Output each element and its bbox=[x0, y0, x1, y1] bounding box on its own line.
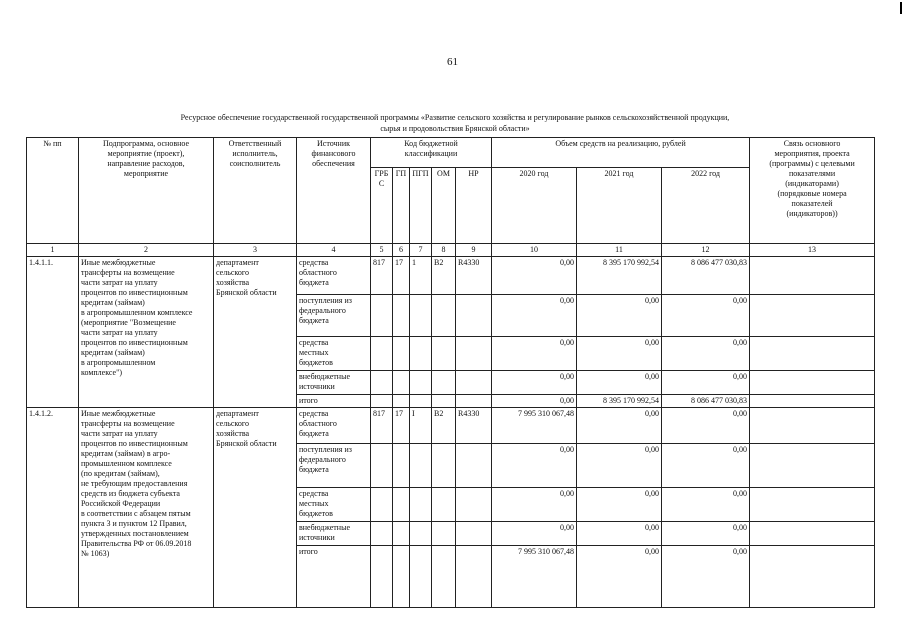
row-grbs: 817 bbox=[371, 257, 393, 295]
value-2022: 8 086 477 030,83 bbox=[662, 395, 750, 408]
row-link bbox=[750, 444, 875, 488]
header-grbs: ГРБ С bbox=[371, 168, 393, 244]
value-2020: 0,00 bbox=[492, 444, 577, 488]
row-gp: 17 bbox=[393, 408, 410, 444]
column-number-row bbox=[27, 244, 875, 257]
value-2021: 0,00 bbox=[577, 295, 662, 337]
value-2021: 8 395 170 992,54 bbox=[577, 395, 662, 408]
value-2020: 0,00 bbox=[492, 488, 577, 522]
col-number: 2 bbox=[79, 244, 214, 257]
row-source: средства областного бюджета bbox=[297, 408, 371, 444]
col-number: 5 bbox=[371, 244, 393, 257]
col-number: 1 bbox=[27, 244, 79, 257]
header-subprogram: Подпрограмма, основное мероприятие (проект), направление расходов, мероприятие bbox=[79, 138, 214, 244]
value-2021: 0,00 bbox=[577, 488, 662, 522]
row-link bbox=[750, 546, 875, 608]
row-responsible: департамент сельского хозяйства Брянской области bbox=[214, 257, 297, 408]
header-2021: 2021 год bbox=[577, 168, 662, 244]
row-link bbox=[750, 295, 875, 337]
header-responsible: Ответственный исполнитель, соисполнитель bbox=[214, 138, 297, 244]
scan-edge-mark bbox=[900, 2, 902, 14]
value-2020: 0,00 bbox=[492, 257, 577, 295]
row-source: средства местных бюджетов bbox=[297, 337, 371, 371]
col-number: 12 bbox=[662, 244, 750, 257]
row-source: внебюджетные источники bbox=[297, 522, 371, 546]
value-2020: 7 995 310 067,48 bbox=[492, 546, 577, 608]
row-source: средства областного бюджета bbox=[297, 257, 371, 295]
col-number: 8 bbox=[432, 244, 456, 257]
header-budget-code: Код бюджетной классификации bbox=[371, 138, 492, 168]
row-link bbox=[750, 488, 875, 522]
row-grbs: 817 bbox=[371, 408, 393, 444]
col-number: 4 bbox=[297, 244, 371, 257]
header-2020: 2020 год bbox=[492, 168, 577, 244]
row-name: Иные межбюджетные трансферты на возмещение части затрат на уплату процентов по инвестиционным кредитам (займам) в агропромышленном комплексе (мероприятие "Возмещение части затрат на уплату процентов по инвестиционным кредитам (займам) в агропромышленном комплексе") bbox=[79, 257, 214, 408]
value-2022: 0,00 bbox=[662, 408, 750, 444]
header-num: № пп bbox=[27, 138, 79, 244]
row-link bbox=[750, 395, 875, 408]
page-number: 61 bbox=[447, 56, 458, 68]
row-name: Иные межбюджетные трансферты на возмещение части затрат на уплату процентов по инвестиционным кредитам (займам) в агро- промышленном комплексе (по кредитам (займам), не требующим предоставления средств из бюджета субъекта Российской Федерации в соответствии с абзацем пятым пункта 3 и пунктом 12 Правил, утвержденных постановлением Правительства РФ от 06.09.2018 № 1063) bbox=[79, 408, 214, 608]
value-2021: 0,00 bbox=[577, 371, 662, 395]
row-nr: R4330 bbox=[456, 408, 492, 444]
document-title bbox=[110, 112, 800, 134]
row-source: средства местных бюджетов bbox=[297, 488, 371, 522]
col-number: 6 bbox=[393, 244, 410, 257]
table-row bbox=[27, 408, 875, 444]
value-2021: 0,00 bbox=[577, 408, 662, 444]
value-2022: 0,00 bbox=[662, 546, 750, 608]
row-link bbox=[750, 522, 875, 546]
value-2021: 0,00 bbox=[577, 546, 662, 608]
col-number: 9 bbox=[456, 244, 492, 257]
header-gp: ГП bbox=[393, 168, 410, 244]
value-2020: 0,00 bbox=[492, 295, 577, 337]
col-number: 11 bbox=[577, 244, 662, 257]
value-2020: 0,00 bbox=[492, 371, 577, 395]
row-link bbox=[750, 371, 875, 395]
col-number: 10 bbox=[492, 244, 577, 257]
row-pgp: I bbox=[410, 408, 432, 444]
title-line-1: Ресурсное обеспечение государственной государственной программы «Развитие сельского хозяйства и регулирование рынков сельскохозяйственной продукции, bbox=[180, 113, 730, 122]
row-source: внебюджетные источники bbox=[297, 371, 371, 395]
row-source: итого bbox=[297, 395, 371, 408]
row-source: поступления из федерального бюджета bbox=[297, 295, 371, 337]
value-2020: 0,00 bbox=[492, 522, 577, 546]
header-sources: Источник финансового обеспечения bbox=[297, 138, 371, 244]
row-link bbox=[750, 408, 875, 444]
title-line-2: сырья и продовольствия Брянской области» bbox=[380, 124, 530, 133]
header-pgp: ПГП bbox=[410, 168, 432, 244]
value-2022: 0,00 bbox=[662, 444, 750, 488]
row-num: 1.4.1.1. bbox=[27, 257, 79, 408]
header-2022: 2022 год bbox=[662, 168, 750, 244]
value-2020: 0,00 bbox=[492, 395, 577, 408]
header-link: Связь основного мероприятия, проекта (программы) с целевыми показателями (индикаторами) (порядковые номера показателей (индикаторов)) bbox=[750, 138, 875, 244]
value-2021: 0,00 bbox=[577, 337, 662, 371]
row-source: поступления из федерального бюджета bbox=[297, 444, 371, 488]
row-link bbox=[750, 257, 875, 295]
row-pgp: 1 bbox=[410, 257, 432, 295]
row-gp: 17 bbox=[393, 257, 410, 295]
value-2022: 0,00 bbox=[662, 337, 750, 371]
value-2021: 0,00 bbox=[577, 522, 662, 546]
value-2021: 8 395 170 992,54 bbox=[577, 257, 662, 295]
table-row bbox=[27, 257, 875, 295]
row-om: В2 bbox=[432, 408, 456, 444]
row-om: В2 bbox=[432, 257, 456, 295]
header-volume: Объем средств на реализацию, рублей bbox=[492, 138, 750, 168]
col-number: 7 bbox=[410, 244, 432, 257]
resource-table bbox=[26, 137, 875, 608]
value-2022: 0,00 bbox=[662, 488, 750, 522]
value-2020: 0,00 bbox=[492, 337, 577, 371]
value-2021: 0,00 bbox=[577, 444, 662, 488]
col-number: 3 bbox=[214, 244, 297, 257]
row-num: 1.4.1.2. bbox=[27, 408, 79, 608]
row-responsible: департамент сельского хозяйства Брянской области bbox=[214, 408, 297, 608]
value-2022: 0,00 bbox=[662, 371, 750, 395]
value-2022: 0,00 bbox=[662, 522, 750, 546]
row-source: итого bbox=[297, 546, 371, 608]
row-nr: R4330 bbox=[456, 257, 492, 295]
row-link bbox=[750, 337, 875, 371]
value-2022: 0,00 bbox=[662, 295, 750, 337]
header-nr: НР bbox=[456, 168, 492, 244]
header-om: ОМ bbox=[432, 168, 456, 244]
value-2022: 8 086 477 030,83 bbox=[662, 257, 750, 295]
value-2020: 7 995 310 067,48 bbox=[492, 408, 577, 444]
col-number: 13 bbox=[750, 244, 875, 257]
